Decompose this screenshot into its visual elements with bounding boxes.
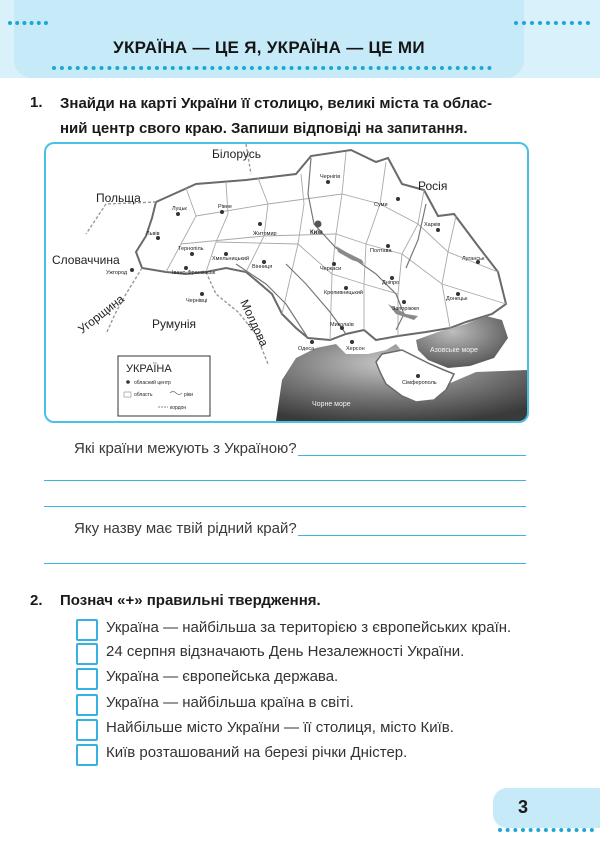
statement-text: Україна — найбільша країна в світі. xyxy=(106,694,354,711)
legend-item: ріки xyxy=(184,392,193,398)
page-title: УКРАЇНА — ЦЕ Я, УКРАЇНА — ЦЕ МИ xyxy=(113,38,425,57)
city-label: Чернівці xyxy=(186,298,208,304)
city-label: Черкаси xyxy=(320,266,342,272)
legend-item: обласний центр xyxy=(134,380,171,386)
city-label: Ужгород xyxy=(106,270,128,276)
city-label: Чернігів xyxy=(320,174,341,180)
map-legend xyxy=(118,356,210,416)
header-dots-top xyxy=(8,21,48,25)
city-label: Дніпро xyxy=(382,280,400,286)
question-home-region: Яку назву має твій рідний край? xyxy=(74,520,297,537)
city-label: Суми xyxy=(374,202,388,208)
city-label: Полтава xyxy=(370,248,392,254)
city-label: Луцьк xyxy=(172,206,187,212)
task1-text-line1: Знайди на карті України її столицю, великі міста та облас- xyxy=(60,95,492,112)
footer-dots xyxy=(498,828,594,832)
statement-checkbox[interactable] xyxy=(76,619,98,641)
sea-label: Чорне море xyxy=(312,401,351,408)
task1-number: 1. xyxy=(30,94,43,111)
page-number: 3 xyxy=(518,797,529,817)
answer-line[interactable] xyxy=(298,455,526,456)
legend-item: область xyxy=(134,392,153,398)
statement-text: 24 серпня відзначають День Незалежності України. xyxy=(106,643,465,660)
statement-checkbox[interactable] xyxy=(76,744,98,766)
question-neighbours: Які країни межують з Україною? xyxy=(74,440,297,457)
city-label: Одеса xyxy=(298,346,315,352)
task2-text: Познач «+» правильні твердження. xyxy=(60,592,321,609)
city-label: Львів xyxy=(146,231,160,237)
statement-text: Київ розташований на березі річки Дністер. xyxy=(106,744,408,761)
city-label: Кропивницький xyxy=(324,290,363,296)
statement-checkbox[interactable] xyxy=(76,694,98,716)
city-label: Луганськ xyxy=(462,256,485,262)
country-label: Румунія xyxy=(152,317,197,331)
country-label: Словаччина xyxy=(52,253,120,267)
country-label: Угорщина xyxy=(75,291,127,337)
statement-checkbox[interactable] xyxy=(76,643,98,665)
header-dots-bottom xyxy=(52,66,492,70)
statement-text: Україна — найбільша за територією з європейських країн. xyxy=(106,619,512,636)
statement-text: Найбільше місто України — її столиця, місто Київ. xyxy=(106,719,454,736)
city-label: Донецьк xyxy=(446,296,468,302)
country-label: Білорусь xyxy=(212,147,262,161)
city-label: Рівне xyxy=(218,204,232,210)
city-label: Херсон xyxy=(346,346,365,352)
answer-line[interactable] xyxy=(44,506,526,507)
statement-checkbox[interactable] xyxy=(76,719,98,741)
task1-text-line2: ний центр свого краю. Запиши відповіді на запитання. xyxy=(60,120,468,137)
ukraine-map xyxy=(44,142,529,423)
city-label: Харків xyxy=(424,222,441,228)
city-label: Запоріжжя xyxy=(392,306,420,312)
task2-number: 2. xyxy=(30,592,43,609)
country-label: Молдова xyxy=(237,297,272,349)
map-svg xyxy=(46,144,527,421)
country-label: Росія xyxy=(418,179,448,193)
city-label: Миколаїв xyxy=(330,322,354,328)
city-label: Вінниця xyxy=(252,264,273,270)
city-label: Хмельницький xyxy=(212,256,250,262)
statement-checkbox[interactable] xyxy=(76,668,98,690)
legend-title: УКРАЇНА xyxy=(126,363,172,375)
page-number-tab xyxy=(493,788,600,828)
statement-text: Україна — європейська держава. xyxy=(106,668,339,685)
legend-item: кордон xyxy=(170,405,187,411)
header-dots-top-right xyxy=(514,21,590,25)
answer-line[interactable] xyxy=(44,480,526,481)
city-label: Житомир xyxy=(253,231,277,237)
city-label: Івано-Франківськ xyxy=(172,270,216,276)
city-label: Сімферополь xyxy=(402,380,437,386)
country-label: Польща xyxy=(96,191,141,205)
answer-line[interactable] xyxy=(44,563,526,564)
sea-label: Азовське море xyxy=(430,347,478,354)
city-label: Київ xyxy=(310,230,323,236)
city-label: Тернопіль xyxy=(178,246,204,252)
answer-line[interactable] xyxy=(298,535,526,536)
